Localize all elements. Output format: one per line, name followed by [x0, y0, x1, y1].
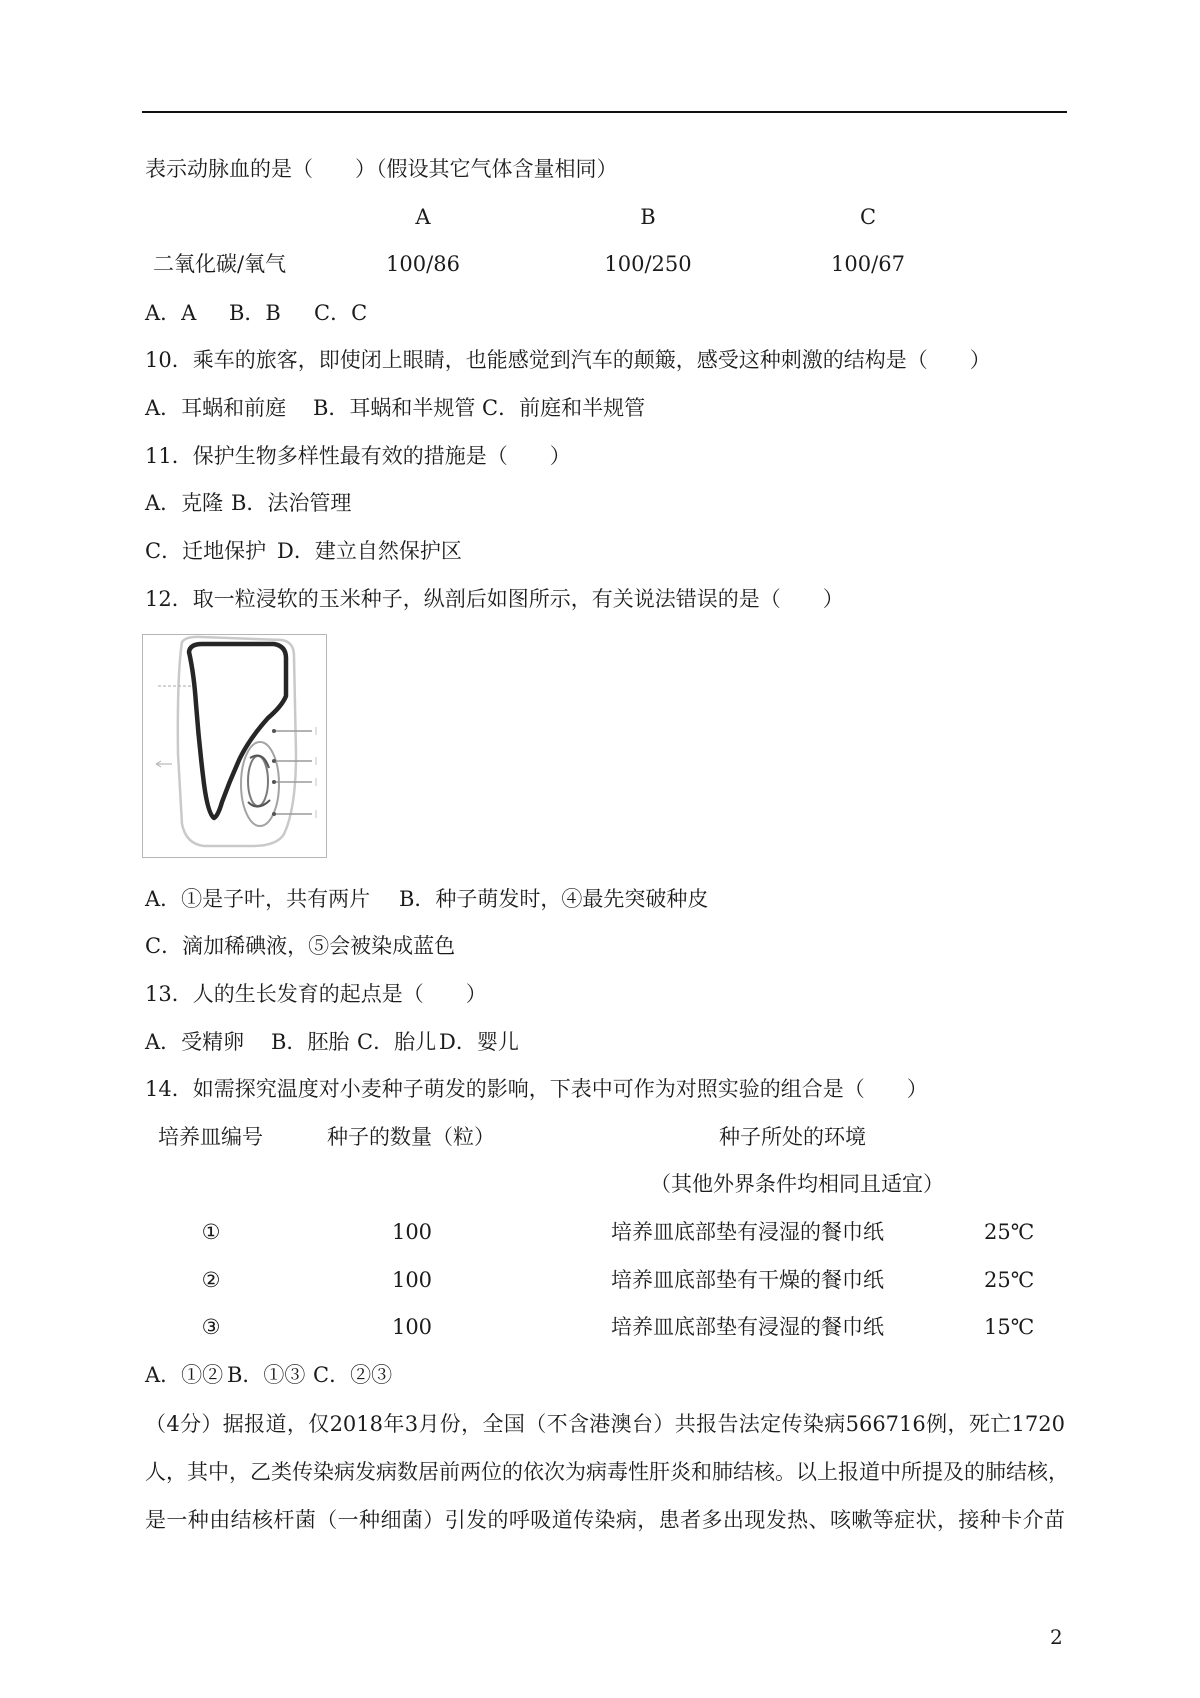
q13-option-c: C．胎儿 — [357, 1030, 437, 1054]
q14-header-count: 种子的数量（粒） — [327, 1125, 495, 1149]
q14-header-note: （其他外界条件均相同且适宜） — [650, 1172, 944, 1196]
q9-table-header — [0, 203, 1200, 231]
q14-row3-count: 100 — [391, 1315, 433, 1339]
q14-option-b: B．①③ — [227, 1363, 306, 1387]
q9-col-b: B — [640, 205, 656, 229]
q12-option-b: B．种子萌发时，④最先突破种皮 — [399, 887, 709, 911]
q9-value-b: 100/250 — [604, 252, 692, 276]
q11-option-c: C．迁地保护 — [145, 539, 267, 563]
q14-option-c: C．②③ — [313, 1363, 393, 1387]
q10-option-c: C．前庭和半规管 — [482, 396, 646, 420]
q10-option-b: B．耳蜗和半规管 — [313, 396, 476, 420]
label-dot-4 — [272, 759, 276, 763]
q12-options-line-2 — [0, 932, 1200, 960]
q9-value-a: 100/86 — [386, 252, 460, 276]
q14-table-header — [0, 1123, 1200, 1151]
figure-frame — [143, 635, 327, 858]
q14-row3-temperature: 15℃ — [984, 1315, 1035, 1339]
q14-row1-dish: ① — [201, 1220, 221, 1244]
q14-stem: 14．如需探究温度对小麦种子萌发的影响，下表中可作为对照实验的组合是（ ） — [145, 1077, 928, 1101]
q10-options — [0, 394, 1200, 422]
q14-row2-temperature: 25℃ — [984, 1268, 1035, 1292]
q11-option-a: A．克隆 — [145, 491, 224, 515]
q12-option-a: A．①是子叶，共有两片 — [145, 887, 371, 911]
q11-options-line-2 — [0, 537, 1200, 565]
q11-option-d: D．建立自然保护区 — [277, 539, 462, 563]
passage-line-3: 是一种由结核杆菌（一种细菌）引发的呼吸道传染病，患者多出现发热、咳嗽等症状，接种卡介苗 — [145, 1508, 1065, 1532]
q9-row-label: 二氧化碳/氧气 — [153, 252, 287, 276]
corn-seed-svg — [142, 634, 327, 858]
q14-header-environment: 种子所处的环境 — [719, 1125, 866, 1149]
q9-stem: 表示动脉血的是（ ）（假设其它气体含量相同） — [145, 157, 618, 181]
q13-option-a: A．受精卵 — [145, 1030, 245, 1054]
q9-option-b: B．B — [229, 301, 281, 325]
q9-option-c: C．C — [314, 301, 368, 325]
q14-options — [0, 1361, 1200, 1389]
q14-row1-environment: 培养皿底部垫有浸湿的餐巾纸 — [611, 1220, 884, 1244]
q14-row1-temperature: 25℃ — [984, 1220, 1035, 1244]
q9-option-a: A．A — [145, 301, 197, 325]
q11-option-b: B．法治管理 — [231, 491, 352, 515]
q14-header-dish: 培养皿编号 — [158, 1125, 263, 1149]
q14-option-a: A．①② — [145, 1363, 224, 1387]
q14-row2-environment: 培养皿底部垫有干燥的餐巾纸 — [611, 1268, 884, 1292]
q12-options-line-1 — [0, 885, 1200, 913]
table-row — [0, 1266, 1200, 1294]
q12-stem: 12．取一粒浸软的玉米种子，纵剖后如图所示，有关说法错误的是（ ） — [145, 587, 844, 611]
q9-options — [0, 299, 1200, 327]
q10-option-a: A．耳蜗和前庭 — [145, 396, 287, 420]
q14-table-note-row — [0, 1170, 1200, 1198]
passage-line-2: 人，其中，乙类传染病发病数居前两位的依次为病毒性肝炎和肺结核。以上报道中所提及的肺结核， — [145, 1460, 1069, 1484]
q14-row3-environment: 培养皿底部垫有浸湿的餐巾纸 — [611, 1315, 884, 1339]
label-dot-6 — [272, 812, 276, 816]
q13-options — [0, 1028, 1200, 1056]
q11-stem: 11．保护生物多样性最有效的措施是（ ） — [145, 444, 571, 468]
label-dot-3 — [272, 729, 276, 733]
q14-row2-dish: ② — [201, 1268, 221, 1292]
q11-options-line-1 — [0, 489, 1200, 517]
table-row — [0, 1218, 1200, 1246]
label-dot-5 — [272, 780, 276, 784]
q9-table-row — [0, 250, 1200, 278]
q13-option-b: B．胚胎 — [271, 1030, 350, 1054]
q13-stem: 13．人的生长发育的起点是（ ） — [145, 982, 487, 1006]
q9-value-c: 100/67 — [831, 252, 905, 276]
corn-seed-diagram — [142, 634, 327, 858]
q12-option-c: C．滴加稀碘液，⑤会被染成蓝色 — [145, 934, 456, 958]
q14-row3-dish: ③ — [201, 1315, 221, 1339]
q14-row2-count: 100 — [391, 1268, 433, 1292]
table-row — [0, 1313, 1200, 1341]
q9-col-a: A — [415, 205, 431, 229]
q13-option-d: D．婴儿 — [439, 1030, 519, 1054]
page-number: 2 — [1050, 1625, 1063, 1649]
q14-row1-count: 100 — [391, 1220, 433, 1244]
q10-stem: 10．乘车的旅客，即使闭上眼睛，也能感觉到汽车的颠簸，感受这种刺激的结构是（ ） — [145, 348, 991, 372]
q9-col-c: C — [859, 205, 877, 229]
passage-line-1: （4分）据报道，仅2018年3月份，全国（不含港澳台）共报告法定传染病566716例，死亡1720 — [145, 1412, 1065, 1436]
header-rule — [142, 111, 1067, 113]
